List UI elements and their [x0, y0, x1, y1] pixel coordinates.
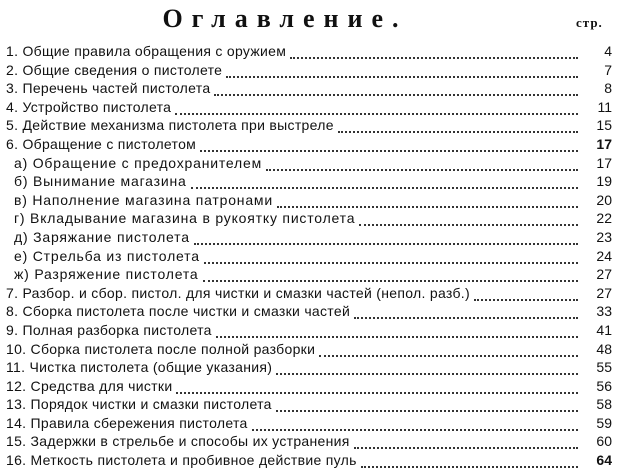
- toc-entry: [0, 135, 620, 154]
- toc-entry-text: 4. Устройство пистолета: [6, 98, 172, 115]
- toc-entry-page: 58: [596, 396, 612, 413]
- leader-dots: [191, 185, 578, 189]
- leader-dots: [214, 92, 578, 96]
- toc-entry-page: 22: [596, 210, 612, 227]
- toc-entry-text: г) Вкладывание магазина в рукоятку пистолета: [14, 210, 356, 227]
- toc-entry-page: 15: [596, 117, 612, 134]
- leader-dots: [276, 371, 578, 375]
- toc-list: [0, 42, 620, 470]
- leader-dots: [203, 278, 579, 282]
- toc-entry-page: 11: [597, 98, 612, 115]
- toc-entry-page: 55: [596, 359, 612, 376]
- toc-entry-page: 41: [596, 321, 612, 338]
- leader-dots: [252, 427, 578, 431]
- toc-entry: [0, 321, 620, 340]
- toc-entry-text: 8. Сборка пистолета после чистки и смазки частей: [6, 303, 351, 320]
- leader-dots: [226, 74, 578, 78]
- leader-dots: [175, 111, 578, 115]
- toc-entry-text: 11. Чистка пистолета (общие указания): [6, 359, 273, 376]
- toc-entry-text: 10. Сборка пистолета после полной разборки: [6, 340, 316, 357]
- leader-dots: [216, 334, 578, 338]
- toc-entry-page: 23: [596, 228, 612, 245]
- toc-entry: [0, 61, 620, 80]
- toc-subentry: [0, 265, 620, 284]
- toc-entry-text: 7. Разбор. и сбор. пистол. для чистки и смазки частей (непол. разб.): [6, 284, 470, 301]
- toc-subentry: [0, 228, 620, 247]
- leader-dots: [354, 445, 578, 449]
- toc-entry: [0, 79, 620, 98]
- leader-dots: [276, 408, 578, 412]
- toc-entry-text: 13. Порядок чистки и смазки пистолета: [6, 396, 272, 413]
- toc-entry-text: 15. Задержки в стрельбе и способы их устранения: [6, 433, 350, 450]
- toc-entry-text: 9. Полная разборка пистолета: [6, 321, 212, 338]
- toc-entry-text: 6. Обращение с пистолетом: [6, 135, 197, 152]
- leader-dots: [359, 222, 578, 226]
- leader-dots: [354, 315, 578, 319]
- toc-subentry: [0, 154, 620, 173]
- leader-dots: [266, 167, 578, 171]
- toc-entry-text: ж) Разряжение пистолета: [14, 266, 199, 283]
- leader-dots: [194, 241, 578, 245]
- toc-entry: [0, 432, 620, 451]
- toc-entry-text: а) Обращение с предохранителем: [14, 154, 263, 171]
- toc-entry-page: 59: [596, 414, 612, 431]
- toc-entry-text: 16. Меткость пистолета и пробивное действие пуль: [6, 452, 357, 469]
- toc-entry-page: 4: [604, 43, 612, 59]
- toc-entry: [0, 414, 620, 433]
- toc-entry-text: в) Наполнение магазина патронами: [14, 191, 273, 208]
- toc-entry: [0, 340, 620, 359]
- toc-entry: [0, 377, 620, 396]
- toc-entry-page: 17: [596, 154, 612, 171]
- toc-entry-text: 2. Общие сведения о пистолете: [6, 61, 223, 78]
- toc-entry-text: д) Заряжание пистолета: [14, 228, 190, 245]
- toc-entry-text: б) Вынимание магазина: [14, 173, 187, 190]
- page-column-label: стр.: [576, 15, 603, 30]
- toc-entry-page: 48: [596, 340, 612, 357]
- toc-entry: [0, 98, 620, 117]
- toc-entry-page: 24: [596, 247, 612, 264]
- leader-dots: [361, 464, 578, 468]
- leader-dots: [290, 55, 578, 59]
- toc-entry-text: 12. Средства для чистки: [6, 377, 173, 394]
- toc-entry-page: 64: [596, 452, 612, 469]
- leader-dots: [200, 148, 578, 152]
- toc-subentry: [0, 209, 620, 228]
- toc-entry-page: 60: [596, 433, 612, 450]
- toc-entry-text: 3. Перечень частей пистолета: [6, 80, 211, 97]
- toc-entry: [0, 116, 620, 135]
- toc-entry: [0, 302, 620, 321]
- toc-entry-page: 8: [604, 80, 612, 97]
- toc-entry-page: 56: [596, 377, 612, 394]
- leader-dots: [319, 353, 578, 357]
- toc-entry: [0, 284, 620, 303]
- toc-entry-text: е) Стрельба из пистолета: [14, 247, 200, 264]
- toc-subentry: [0, 247, 620, 266]
- toc-entry-page: 20: [596, 191, 612, 208]
- toc-entry-text: 1. Общие правила обращения с оружием: [6, 43, 287, 59]
- toc-entry-text: 5. Действие механизма пистолета при выстреле: [6, 117, 334, 134]
- toc-entry: [0, 358, 620, 377]
- toc-entry-page: 17: [596, 135, 612, 152]
- toc-entry: [0, 395, 620, 414]
- toc-entry-page: 27: [596, 284, 612, 301]
- toc-entry-page: 33: [596, 303, 612, 320]
- page-title: Оглавление.: [162, 4, 408, 33]
- leader-dots: [176, 390, 578, 394]
- toc-entry-page: 27: [596, 266, 612, 283]
- toc-entry-text: 14. Правила сбережения пистолета: [6, 414, 248, 431]
- toc-subentry: [0, 172, 620, 191]
- leader-dots: [204, 260, 578, 264]
- toc-entry-page: 7: [604, 61, 612, 78]
- toc-entry: [0, 42, 620, 61]
- toc-entry-page: 19: [596, 173, 612, 190]
- leader-dots: [338, 129, 578, 133]
- leader-dots: [277, 204, 578, 208]
- toc-entry: [0, 451, 620, 470]
- toc-subentry: [0, 191, 620, 210]
- leader-dots: [474, 297, 578, 301]
